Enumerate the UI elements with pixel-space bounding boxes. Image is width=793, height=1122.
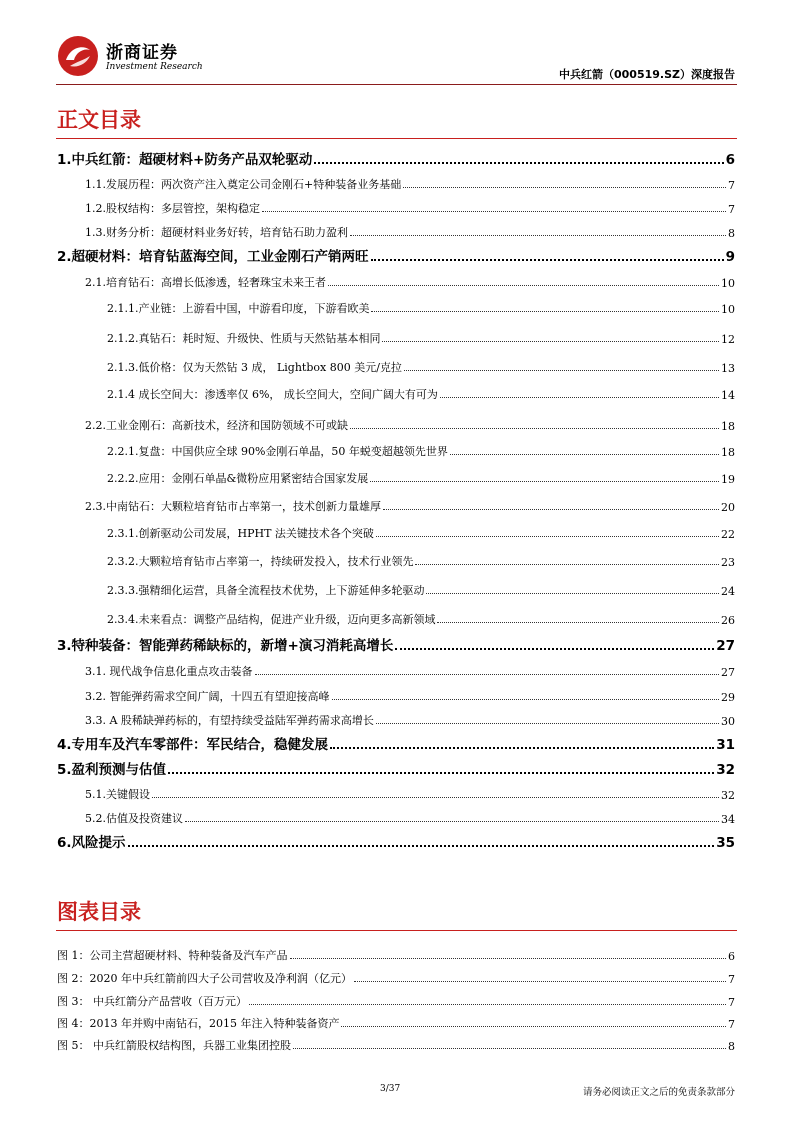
figure-entry-page: 7 [728,996,735,1009]
toc-entry-text: 2.1.1.产业链：上游看中国，中游看印度，下游看欧美 [107,302,370,315]
toc-entry[interactable] [57,804,735,826]
toc-entry-text: 4.专用车及汽车零部件：军民结合，稳健发展 [57,737,329,753]
toc-entry-text: 5.1.关键假设 [85,788,150,801]
toc-entry-page: 19 [721,473,735,486]
toc-entry-page: 10 [721,303,735,316]
toc-leader-dots [395,647,714,650]
toc-entry-text: 1.2.股权结构：多层管控，架构稳定 [85,202,260,215]
toc-leader-dots [328,284,719,286]
toc-entry-text: 5.2.估值及投资建议 [85,812,183,825]
figure-entry-text: 图 4：2013 年并购中南钻石，2015 年注入特种装备资产 [57,1017,340,1030]
toc-entry-page: 29 [721,691,735,704]
toc-leader-dots [185,820,719,822]
report-header-title: 中兵红箭（000519.SZ）深度报告 [559,68,735,81]
toc-entry[interactable] [57,437,735,459]
toc-title: 正文目录 [57,108,141,132]
toc-entry-text: 2.1.4 成长空间大：渗透率仅 6%， 成长空间大，空间广阔大有可为 [107,388,438,401]
toc-entry-text: 3.1. 现代战争信息化重点攻击装备 [85,665,253,678]
toc-entry-page: 10 [721,277,735,290]
toc-entry-page: 18 [721,420,735,433]
toc-leader-dots [403,186,726,188]
toc-entry[interactable] [57,605,735,627]
logo-chinese-name: 浙商证券 [106,43,178,63]
toc-entry[interactable] [57,464,735,486]
toc-entry[interactable] [57,194,735,216]
toc-entry-page: 34 [721,813,735,826]
toc-title-divider [56,138,737,139]
toc-entry-page: 31 [716,737,735,753]
toc-entry-text: 1.3.财务分析：超硬材料业务好转，培育钻石助力盈利 [85,226,348,239]
toc-leader-dots [437,621,719,623]
figure-entry-text: 图 2：2020 年中兵红箭前四大子公司营收及净利润（亿元） [57,972,352,985]
toc-entry-page: 26 [721,614,735,627]
toc-entry[interactable] [57,576,735,598]
toc-entry-page: 13 [721,362,735,375]
toc-entry-page: 12 [721,333,735,346]
toc-entry-text: 3.3. A 股稀缺弹药标的，有望持续受益陆军弹药需求高增长 [85,714,374,727]
toc-entry-text: 2.3.4.未来看点：调整产品结构，促进产业升级，迈向更多高新领域 [107,613,436,626]
toc-entry-page: 6 [725,152,735,168]
toc-entry-text: 2.1.2.真钻石：耗时短、升级快、性质与天然钻基本相同 [107,332,381,345]
toc-entry-page: 18 [721,446,735,459]
figure-entry[interactable] [57,987,735,1009]
toc-leader-dots [404,369,719,371]
toc-entry[interactable] [57,353,735,375]
toc-entry[interactable] [57,682,735,704]
figure-entry-text: 图 5： 中兵红箭股权结构图，兵器工业集团控股 [57,1039,291,1052]
toc-entry-text: 5.盈利预测与估值 [57,762,167,778]
toc-leader-dots [415,563,719,565]
toc-entry-text: 2.2.工业金刚石：高新技术，经济和国防领域不可或缺 [85,419,348,432]
toc-entry-text: 3.特种装备：智能弹药稀缺标的，新增+演习消耗高增长 [57,638,394,654]
toc-leader-dots [330,746,714,749]
toc-leader-dots [255,673,720,675]
header-divider [56,84,737,85]
toc-entry[interactable] [57,218,735,240]
company-logo-icon [56,34,100,78]
disclaimer-note: 请务必阅读正文之后的免责条款部分 [582,1087,735,1098]
toc-entry-text: 2.3.中南钻石：大颗粒培育钻市占率第一，技术创新力量雄厚 [85,500,381,513]
toc-entry-text: 6.风险提示 [57,835,126,851]
toc-entry[interactable] [57,294,735,316]
toc-entry-page: 9 [725,249,735,265]
figure-entry[interactable] [57,941,735,963]
toc-entry[interactable] [57,324,735,346]
figure-list-title: 图表目录 [57,900,141,924]
toc-leader-dots [426,592,719,594]
toc-entry-text: 2.1.培育钻石：高增长低渗透，轻奢珠宝未来王者 [85,276,326,289]
figure-entry-text: 图 1：公司主营超硬材料、特种装备及汽车产品 [57,949,288,962]
toc-entry-page: 24 [721,585,735,598]
figure-entry-page: 7 [728,973,735,986]
toc-leader-dots [152,796,719,798]
figure-leader-dots [293,1047,726,1049]
toc-entry[interactable] [57,170,735,192]
toc-entry[interactable] [57,756,735,778]
figure-entry-page: 7 [728,1018,735,1031]
toc-entry[interactable] [57,243,735,265]
figure-entry-page: 6 [728,950,735,963]
toc-entry-text: 2.2.2.应用：金刚石单晶&微粉应用紧密结合国家发展 [107,472,369,485]
toc-leader-dots [376,535,719,537]
toc-entry[interactable] [57,492,735,514]
toc-entry[interactable] [57,411,735,433]
figure-leader-dots [354,980,726,982]
toc-entry[interactable] [57,268,735,290]
toc-entry[interactable] [57,547,735,569]
toc-entry[interactable] [57,657,735,679]
toc-entry-text: 2.3.1.创新驱动公司发展，HPHT 法关键技术各个突破 [107,527,374,540]
toc-entry[interactable] [57,380,735,402]
figure-entry-page: 8 [728,1040,735,1053]
logo-english-name: Investment Research [106,62,203,72]
figure-entry[interactable] [57,1031,735,1053]
figure-leader-dots [249,1003,726,1005]
toc-entry-page: 7 [728,203,735,216]
toc-leader-dots [332,698,720,700]
toc-entry-text: 2.超硬材料：培育钻蓝海空间，工业金刚石产销两旺 [57,249,369,265]
toc-entry-page: 27 [721,666,735,679]
toc-entry-page: 32 [721,789,735,802]
toc-leader-dots [382,340,719,342]
figure-entry[interactable] [57,1009,735,1031]
toc-leader-dots [350,427,719,429]
toc-leader-dots [450,453,719,455]
toc-entry-text: 2.1.3.低价格：仅为天然钻 3 成， Lightbox 800 美元/克拉 [107,361,402,374]
toc-entry[interactable] [57,706,735,728]
toc-entry-page: 30 [721,715,735,728]
toc-entry-text: 2.3.3.强精细化运营，具备全流程技术优势，上下游延伸多轮驱动 [107,584,425,597]
toc-leader-dots [440,396,719,398]
toc-entry-text: 1.中兵红箭：超硬材料+防务产品双轮驱动 [57,152,313,168]
toc-entry-page: 32 [716,762,735,778]
toc-entry-page: 27 [716,638,735,654]
toc-leader-dots [371,258,724,261]
toc-leader-dots [262,210,726,212]
toc-entry[interactable] [57,829,735,851]
figure-list-title-divider [56,930,737,931]
toc-entry[interactable] [57,632,735,654]
toc-leader-dots [350,234,726,236]
toc-leader-dots [314,161,723,164]
toc-leader-dots [383,508,719,510]
figure-leader-dots [290,957,727,959]
toc-entry-page: 35 [716,835,735,851]
toc-entry-page: 22 [721,528,735,541]
toc-entry[interactable] [57,519,735,541]
toc-leader-dots [370,480,719,482]
toc-entry[interactable] [57,731,735,753]
toc-entry-page: 14 [721,389,735,402]
page-number: 3/37 [380,1084,401,1094]
toc-leader-dots [376,722,719,724]
toc-entry-page: 8 [728,227,735,240]
toc-leader-dots [128,844,715,847]
toc-leader-dots [168,771,714,774]
toc-entry[interactable] [57,146,735,168]
figure-entry-text: 图 3： 中兵红箭分产品营收（百万元） [57,995,247,1008]
toc-entry[interactable] [57,780,735,802]
toc-entry-text: 1.1.发展历程：两次资产注入奠定公司金刚石+特种装备业务基础 [85,178,402,191]
figure-leader-dots [341,1025,726,1027]
figure-entry[interactable] [57,964,735,986]
toc-entry-page: 23 [721,556,735,569]
toc-leader-dots [371,310,719,312]
toc-entry-page: 7 [728,179,735,192]
toc-entry-page: 20 [721,501,735,514]
toc-entry-text: 2.3.2.大颗粒培育钻市占率第一，持续研发投入，技术行业领先 [107,555,414,568]
toc-entry-text: 2.2.1.复盘：中国供应全球 90%金刚石单晶，50 年蜕变超越领先世界 [107,445,448,458]
toc-entry-text: 3.2. 智能弹药需求空间广阔，十四五有望迎接高峰 [85,690,330,703]
